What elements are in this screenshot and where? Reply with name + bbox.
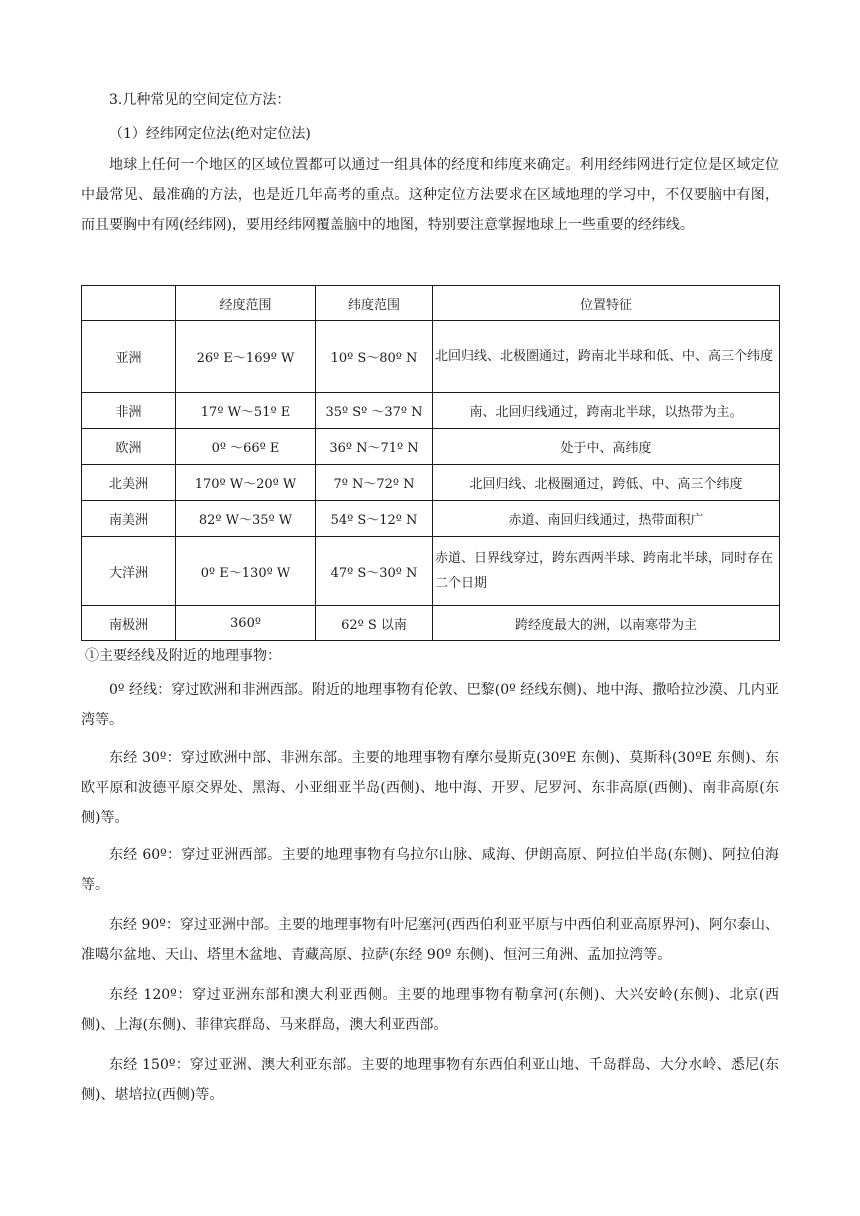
latitude-cell: 54º S～12º N <box>316 501 433 537</box>
section-heading: 3.几种常见的空间定位方法： <box>109 92 291 108</box>
continent-table <box>81 285 780 641</box>
continent-cell: 大洋洲 <box>82 537 176 606</box>
table-header-row <box>82 286 780 321</box>
table-header-cell: 位置特征 <box>433 286 780 321</box>
feature-cell: 南、北回归线通过，跨南北半球，以热带为主。 <box>433 393 780 429</box>
table-row <box>82 429 780 465</box>
feature-cell: 处于中、高纬度 <box>433 429 780 465</box>
longitude-cell: 360º <box>176 606 316 641</box>
longitude-cell: 0º ～66º E <box>176 429 316 465</box>
longitude-cell: 17º W～51º E <box>176 393 316 429</box>
table-header-cell: 经度范围 <box>176 286 316 321</box>
latitude-cell: 7º N～72º N <box>316 465 433 501</box>
meridian-paragraph: 0º 经线：穿过欧洲和非洲西部。附近的地理事物有伦敦、巴黎(0º 经线东侧)、地中海、撒哈拉沙漠、几内亚湾等。 <box>81 682 779 728</box>
continent-cell: 亚洲 <box>82 321 176 393</box>
meridian-paragraph: 东经 120º：穿过亚洲东部和澳大利亚西侧。主要的地理事物有勒拿河(东侧)、大兴安岭(东侧)、北京(西侧)、上海(东侧)、菲律宾群岛、马来群岛，澳大利亚西部。 <box>81 987 779 1033</box>
list-title: ①主要经线及附近的地理事物： <box>85 648 281 664</box>
continent-cell: 南极洲 <box>82 606 176 641</box>
feature-cell: 北回归线、北极圈通过，跨低、中、高三个纬度 <box>433 465 780 501</box>
intro-paragraph: 地球上任何一个地区的区域位置都可以通过一组具体的经度和纬度来确定。利用经纬网进行定位是区域定位中最常见、最准确的方法，也是近几年高考的重点。这种定位方法要求在区域地理的学习中，不仅要脑中有图，而且要胸中有网(经纬网)，要用经纬网覆盖脑中的地图，特别要注意掌握地球上一些重要的经纬线。 <box>81 157 779 233</box>
longitude-cell: 82º W～35º W <box>176 501 316 537</box>
table-header-cell <box>82 286 176 321</box>
feature-cell: 赤道、日界线穿过，跨东西两半球、跨南北半球，同时存在二个日期 <box>433 537 780 606</box>
continent-cell: 南美洲 <box>82 501 176 537</box>
continent-cell: 欧洲 <box>82 429 176 465</box>
latitude-cell: 36º N～71º N <box>316 429 433 465</box>
continent-cell: 北美洲 <box>82 465 176 501</box>
feature-cell: 跨经度最大的洲，以南寒带为主 <box>433 606 780 641</box>
continent-cell: 非洲 <box>82 393 176 429</box>
meridian-paragraph: 东经 90º：穿过亚洲中部。主要的地理事物有叶尼塞河(西西伯利亚平原与中西伯利亚高原界河)、阿尔泰山、准噶尔盆地、天山、塔里木盆地、青藏高原、拉萨(东经 90º 东侧)、恒河三角洲、孟加拉湾等。 <box>81 917 779 963</box>
table-header-cell: 纬度范围 <box>316 286 433 321</box>
feature-cell: 赤道、南回归线通过，热带面积广 <box>433 501 780 537</box>
latitude-cell: 10º S～80º N <box>316 321 433 393</box>
meridian-paragraph: 东经 30º：穿过欧洲中部、非洲东部。主要的地理事物有摩尔曼斯克(30ºE 东侧)、莫斯科(30ºE 东侧)、东欧平原和波德平原交界处、黑海、小亚细亚半岛(西侧)、地中海、开罗、尼罗河、东非高原(西侧)、南非高原(东侧)等。 <box>81 750 779 826</box>
table-row <box>82 465 780 501</box>
longitude-cell: 26º E～169º W <box>176 321 316 393</box>
table-row <box>82 537 780 606</box>
longitude-cell: 170º W～20º W <box>176 465 316 501</box>
table-row <box>82 393 780 429</box>
meridian-paragraph: 东经 150º：穿过亚洲、澳大利亚东部。主要的地理事物有东西伯利亚山地、千岛群岛、大分水岭、悉尼(东侧)、堪培拉(西侧)等。 <box>81 1057 779 1103</box>
subsection-heading: （1）经纬网定位法(绝对定位法) <box>109 126 311 142</box>
meridian-paragraph: 东经 60º：穿过亚洲西部。主要的地理事物有乌拉尔山脉、咸海、伊朗高原、阿拉伯半岛(东侧)、阿拉伯海等。 <box>81 847 779 893</box>
feature-cell: 北回归线、北极圏通过，跨南北半球和低、中、高三个纬度 <box>433 321 780 393</box>
latitude-cell: 62º S 以南 <box>316 606 433 641</box>
longitude-cell: 0º E～130º W <box>176 537 316 606</box>
table-row <box>82 606 780 641</box>
latitude-cell: 47º S～30º N <box>316 537 433 606</box>
table-row <box>82 321 780 393</box>
table-row <box>82 501 780 537</box>
latitude-cell: 35º Sº ～37º N <box>316 393 433 429</box>
